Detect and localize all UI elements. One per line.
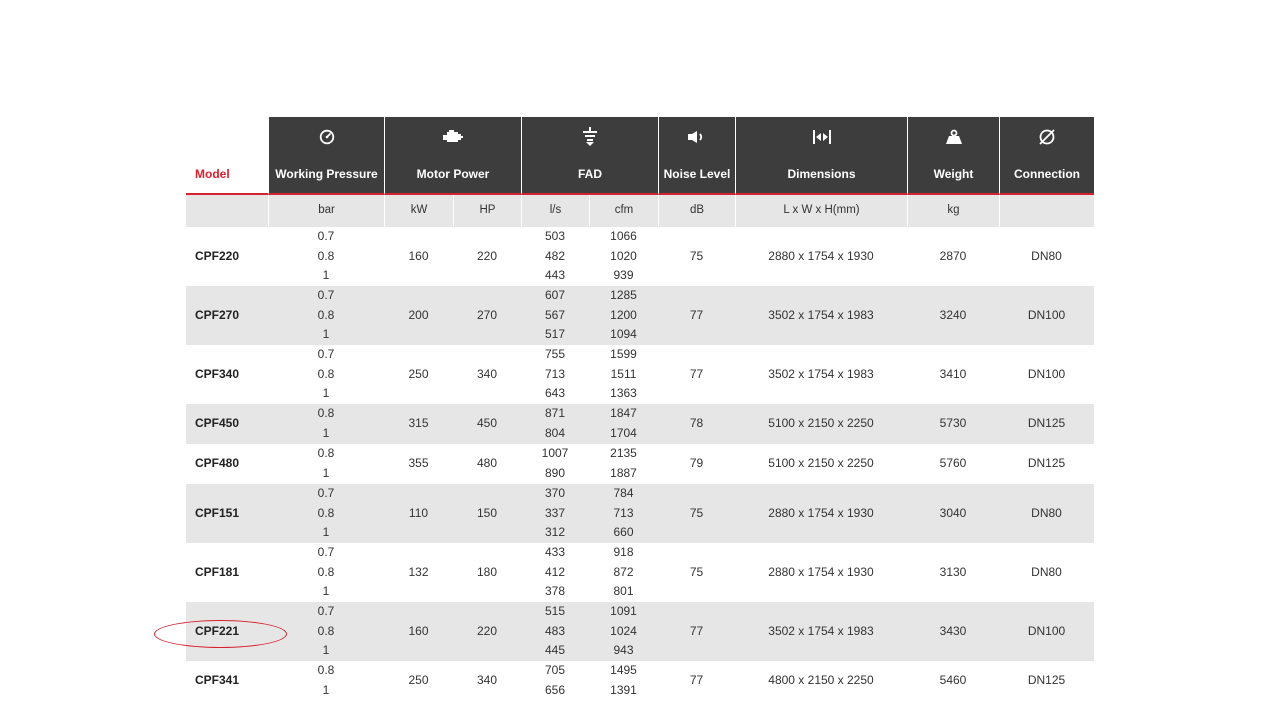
dimensions-cell: 4800 x 2150 x 2250 bbox=[768, 673, 874, 688]
pressure-cell bbox=[268, 404, 384, 444]
unit-row bbox=[186, 195, 1094, 227]
motor-icon bbox=[384, 117, 521, 156]
cfm-cell-value: 713 bbox=[613, 505, 634, 520]
kw-cell: 315 bbox=[408, 416, 429, 431]
weight-cell: 5760 bbox=[939, 456, 967, 471]
pressure-cell bbox=[268, 345, 384, 404]
weight-cell: 3410 bbox=[939, 366, 967, 381]
ls-cell-value: 567 bbox=[544, 307, 566, 322]
dimensions-cell: 5100 x 2150 x 2250 bbox=[768, 416, 874, 431]
ls-cell-value: 482 bbox=[544, 248, 566, 263]
pressure-cell-value: 1 bbox=[322, 327, 330, 342]
connection-cell: DN80 bbox=[1031, 248, 1062, 263]
weight-cell: 3130 bbox=[939, 564, 967, 579]
kw-cell: 200 bbox=[408, 307, 429, 322]
ls-cell-value: 517 bbox=[544, 327, 566, 342]
cfm-cell-value: 943 bbox=[613, 643, 634, 658]
pressure-cell-value: 1 bbox=[322, 466, 330, 480]
unit-dimensions: L x W x H(mm) bbox=[735, 195, 907, 227]
hp-cell: 180 bbox=[476, 564, 498, 579]
pressure-cell-value: 0.7 bbox=[317, 346, 335, 361]
ls-cell bbox=[521, 286, 589, 345]
connection-cell: DN125 bbox=[1027, 416, 1066, 431]
hp-cell: 450 bbox=[476, 416, 498, 431]
weight-cell: 5460 bbox=[939, 673, 967, 688]
ls-cell-value: 378 bbox=[544, 584, 566, 599]
cfm-cell-value: 801 bbox=[613, 584, 634, 599]
cfm-cell-value: 2135 bbox=[610, 446, 637, 461]
cfm-cell-value: 784 bbox=[613, 485, 634, 500]
table-row bbox=[186, 661, 1094, 701]
cfm-cell-value: 1704 bbox=[610, 426, 637, 440]
pressure-cell-value: 0.7 bbox=[317, 485, 335, 500]
connection-cell: DN100 bbox=[1027, 623, 1066, 638]
kw-cell: 355 bbox=[408, 456, 429, 471]
header-row bbox=[186, 156, 1094, 195]
ls-cell-value: 445 bbox=[544, 643, 566, 658]
cfm-cell bbox=[589, 444, 658, 484]
cfm-cell-value: 1391 bbox=[610, 683, 637, 697]
model-name: CPF151 bbox=[195, 505, 240, 520]
model-header: Model bbox=[186, 156, 268, 195]
cfm-cell bbox=[589, 227, 658, 286]
noise-cell: 75 bbox=[689, 248, 704, 263]
noise-cell: 79 bbox=[689, 456, 704, 471]
weight-cell: 2870 bbox=[939, 248, 967, 263]
pressure-cell-value: 1 bbox=[322, 683, 330, 697]
pressure-cell-value: 1 bbox=[322, 643, 330, 658]
ls-cell-value: 804 bbox=[544, 426, 566, 440]
pressure-cell-value: 1 bbox=[322, 584, 330, 599]
ls-cell-value: 483 bbox=[544, 623, 566, 638]
connection-cell: DN80 bbox=[1031, 564, 1062, 579]
model-name: CPF220 bbox=[195, 248, 240, 263]
dimensions-cell: 3502 x 1754 x 1983 bbox=[768, 307, 874, 322]
weight-cell: 3430 bbox=[939, 623, 967, 638]
table-row bbox=[186, 404, 1094, 444]
dimensions-header: Dimensions bbox=[735, 156, 907, 195]
unit-noise: dB bbox=[658, 195, 735, 227]
cfm-cell bbox=[589, 286, 658, 345]
noise-cell: 75 bbox=[689, 505, 704, 520]
noise-cell: 77 bbox=[689, 623, 704, 638]
ls-cell-value: 515 bbox=[544, 603, 566, 618]
table-row bbox=[186, 286, 1094, 345]
pressure-cell-value: 0.8 bbox=[317, 663, 335, 678]
hp-cell: 340 bbox=[476, 366, 498, 381]
pressure-cell bbox=[268, 661, 384, 701]
ls-cell-value: 412 bbox=[544, 564, 566, 579]
pressure-cell bbox=[268, 543, 384, 602]
cfm-cell bbox=[589, 404, 658, 444]
connection-header: Connection bbox=[999, 156, 1094, 195]
ls-cell-value: 871 bbox=[544, 406, 566, 421]
ls-cell-value: 503 bbox=[544, 228, 566, 243]
cfm-cell-value: 1094 bbox=[610, 327, 637, 342]
model-name: CPF340 bbox=[195, 366, 240, 381]
noise-cell: 78 bbox=[689, 416, 704, 431]
dimensions-icon bbox=[735, 117, 907, 156]
weight-header: Weight bbox=[907, 156, 999, 195]
ls-cell bbox=[521, 227, 589, 286]
cfm-cell-value: 918 bbox=[613, 544, 634, 559]
hp-cell: 220 bbox=[476, 248, 498, 263]
kw-cell: 250 bbox=[408, 673, 429, 688]
unit-cfm: cfm bbox=[589, 195, 658, 227]
connection-cell: DN100 bbox=[1027, 307, 1066, 322]
pressure-cell-value: 0.8 bbox=[317, 406, 335, 421]
connection-cell: DN100 bbox=[1027, 366, 1066, 381]
pressure-cell-value: 1 bbox=[322, 386, 330, 401]
unit-kw: kW bbox=[384, 195, 453, 227]
motor-power-header: Motor Power bbox=[384, 156, 521, 195]
cfm-cell-value: 660 bbox=[613, 525, 634, 540]
ls-cell-value: 643 bbox=[544, 386, 566, 401]
pressure-cell-value: 0.7 bbox=[317, 544, 335, 559]
connection-cell: DN125 bbox=[1027, 456, 1066, 471]
dimensions-cell: 2880 x 1754 x 1930 bbox=[768, 505, 874, 520]
cfm-cell bbox=[589, 345, 658, 404]
table-row bbox=[186, 543, 1094, 602]
ls-cell-value: 890 bbox=[544, 466, 566, 480]
cfm-cell-value: 1066 bbox=[610, 228, 637, 243]
air-flow-icon bbox=[521, 117, 658, 156]
pressure-cell-value: 0.8 bbox=[317, 623, 335, 638]
weight-cell: 3040 bbox=[939, 505, 967, 520]
pressure-cell-value: 0.7 bbox=[317, 287, 335, 302]
pressure-cell-value: 0.7 bbox=[317, 603, 335, 618]
cfm-cell-value: 1511 bbox=[610, 366, 637, 381]
cfm-cell-value: 872 bbox=[613, 564, 634, 579]
dimensions-cell: 3502 x 1754 x 1983 bbox=[768, 623, 874, 638]
ls-cell-value: 370 bbox=[544, 485, 566, 500]
ls-cell-value: 1007 bbox=[541, 446, 569, 461]
pressure-cell-value: 0.8 bbox=[317, 505, 335, 520]
pressure-cell-value: 1 bbox=[322, 268, 330, 283]
model-name: CPF480 bbox=[195, 456, 240, 471]
cfm-cell bbox=[589, 661, 658, 701]
model-name: CPF221 bbox=[195, 623, 240, 638]
ls-cell-value: 755 bbox=[544, 346, 566, 361]
hp-cell: 480 bbox=[476, 456, 498, 471]
cfm-cell-value: 1495 bbox=[610, 663, 637, 678]
diameter-icon bbox=[999, 117, 1094, 156]
kw-cell: 160 bbox=[408, 248, 429, 263]
dimensions-cell: 5100 x 2150 x 2250 bbox=[768, 456, 874, 471]
model-name: CPF181 bbox=[195, 564, 240, 579]
pressure-cell-value: 0.8 bbox=[317, 248, 335, 263]
pressure-cell-value: 1 bbox=[322, 525, 330, 540]
model-icon-blank bbox=[186, 117, 268, 156]
table-row bbox=[186, 602, 1094, 661]
ls-cell bbox=[521, 444, 589, 484]
cfm-cell-value: 1091 bbox=[610, 603, 637, 618]
pressure-cell-value: 0.7 bbox=[317, 228, 335, 243]
ls-cell-value: 337 bbox=[544, 505, 566, 520]
cfm-cell-value: 1363 bbox=[610, 386, 637, 401]
unit-pressure: bar bbox=[268, 195, 384, 227]
dimensions-cell: 2880 x 1754 x 1930 bbox=[768, 248, 874, 263]
ls-cell-value: 443 bbox=[544, 268, 566, 283]
ls-cell-value: 713 bbox=[544, 366, 566, 381]
ls-cell bbox=[521, 543, 589, 602]
noise-cell: 75 bbox=[689, 564, 704, 579]
model-name: CPF450 bbox=[195, 416, 240, 431]
cfm-cell-value: 1020 bbox=[610, 248, 637, 263]
unit-weight: kg bbox=[907, 195, 999, 227]
pressure-cell bbox=[268, 484, 384, 543]
noise-level-header: Noise Level bbox=[658, 156, 735, 195]
pressure-cell bbox=[268, 602, 384, 661]
table-row bbox=[186, 444, 1094, 484]
ls-cell bbox=[521, 484, 589, 543]
model-name: CPF341 bbox=[195, 673, 240, 688]
dimensions-cell: 2880 x 1754 x 1930 bbox=[768, 564, 874, 579]
connection-cell: DN125 bbox=[1027, 673, 1066, 688]
ls-cell-value: 312 bbox=[544, 525, 566, 540]
hp-cell: 220 bbox=[476, 623, 498, 638]
ls-cell-value: 433 bbox=[544, 544, 566, 559]
table-row bbox=[186, 227, 1094, 286]
unit-hp: HP bbox=[453, 195, 521, 227]
weight-cell: 3240 bbox=[939, 307, 967, 322]
noise-cell: 77 bbox=[689, 673, 704, 688]
cfm-cell-value: 1847 bbox=[610, 406, 637, 421]
cfm-cell bbox=[589, 543, 658, 602]
cfm-cell-value: 939 bbox=[613, 268, 634, 283]
model-name: CPF270 bbox=[195, 307, 240, 322]
cfm-cell-value: 1285 bbox=[610, 287, 637, 302]
cfm-cell bbox=[589, 602, 658, 661]
kw-cell: 250 bbox=[408, 366, 429, 381]
noise-cell: 77 bbox=[689, 307, 704, 322]
unit-model-blank bbox=[186, 195, 268, 227]
noise-cell: 77 bbox=[689, 366, 704, 381]
pressure-cell bbox=[268, 227, 384, 286]
cfm-cell-value: 1024 bbox=[610, 623, 637, 638]
hp-cell: 340 bbox=[476, 673, 498, 688]
ls-cell-value: 607 bbox=[544, 287, 566, 302]
ls-cell bbox=[521, 404, 589, 444]
dimensions-cell: 3502 x 1754 x 1983 bbox=[768, 366, 874, 381]
fad-header: FAD bbox=[521, 156, 658, 195]
connection-cell: DN80 bbox=[1031, 505, 1062, 520]
weight-icon bbox=[907, 117, 999, 156]
cfm-cell-value: 1599 bbox=[610, 346, 637, 361]
speaker-icon bbox=[658, 117, 735, 156]
pressure-cell-value: 0.8 bbox=[317, 446, 335, 461]
ls-cell bbox=[521, 345, 589, 404]
gauge-icon bbox=[268, 117, 384, 156]
pressure-cell bbox=[268, 444, 384, 484]
hp-cell: 150 bbox=[476, 505, 498, 520]
cfm-cell bbox=[589, 484, 658, 543]
table-body bbox=[186, 227, 1094, 701]
cfm-cell-value: 1887 bbox=[610, 466, 637, 480]
pressure-cell-value: 0.8 bbox=[317, 366, 335, 381]
pressure-cell bbox=[268, 286, 384, 345]
kw-cell: 160 bbox=[408, 623, 429, 638]
table-row bbox=[186, 345, 1094, 404]
ls-cell-value: 705 bbox=[544, 663, 566, 678]
unit-ls: l/s bbox=[521, 195, 589, 227]
spec-table bbox=[186, 117, 1094, 701]
working-pressure-header: Working Pressure bbox=[268, 156, 384, 195]
unit-connection-blank bbox=[999, 195, 1094, 227]
icon-row bbox=[186, 117, 1094, 156]
pressure-cell-value: 0.8 bbox=[317, 564, 335, 579]
pressure-cell-value: 0.8 bbox=[317, 307, 335, 322]
kw-cell: 110 bbox=[408, 505, 429, 520]
hp-cell: 270 bbox=[476, 307, 498, 322]
cfm-cell-value: 1200 bbox=[610, 307, 637, 322]
weight-cell: 5730 bbox=[939, 416, 967, 431]
ls-cell bbox=[521, 602, 589, 661]
kw-cell: 132 bbox=[408, 564, 429, 579]
ls-cell bbox=[521, 661, 589, 701]
pressure-cell-value: 1 bbox=[322, 426, 330, 440]
table-row bbox=[186, 484, 1094, 543]
ls-cell-value: 656 bbox=[544, 683, 566, 697]
